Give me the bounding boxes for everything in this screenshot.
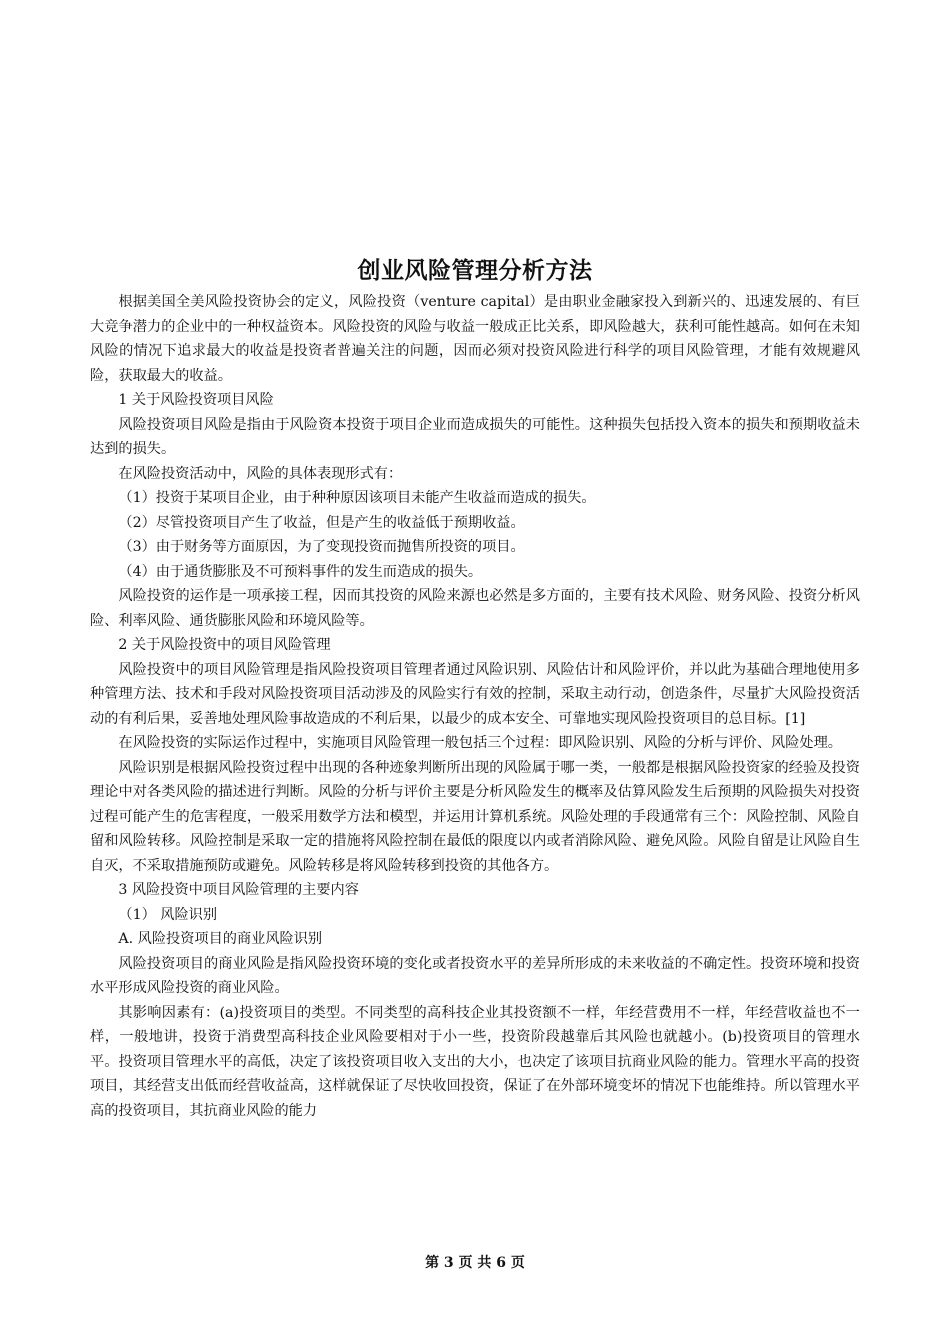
document-title: 创业风险管理分析方法 [357, 258, 593, 284]
list-item: （3）由于财务等方面原因，为了变现投资而抛售所投资的项目。 [118, 539, 525, 555]
paragraph: 其影响因素有：(a)投资项目的类型。不同类型的高科技企业其投资额不一样，年经营费用不一样，年经营收益也不一样，一般地讲，投资于消费型高科技企业风险要相对于小一些，投资阶段越靠后其风险也就越小。(b)投资项目的管理水平。投资项目管理水平的高低，决定了该投资项目收入支出的大小，也决定了该项目抗商业风险的能力。管理水平高的投资项目，其经营支出低而经营收益高，这样就保证了尽快收回投资，保证了在外部环境变坏的情况下也能维持。所以管理水平高的投资项目，其抗商业风险的能力 [90, 1004, 860, 1119]
paragraph: 风险投资项目风险是指由于风险资本投资于项目企业而造成损失的可能性。这种损失包括投入资本的损失和预期收益未达到的损失。 [90, 416, 860, 457]
list-item: （4）由于通货膨胀及不可预料事件的发生而造成的损失。 [118, 563, 483, 580]
paragraph: 在风险投资的实际运作过程中，实施项目风险管理一般包括三个过程：即风险识别、风险的分析与评价、风险处理。 [118, 735, 842, 751]
list-item: （1）投资于某项目企业，由于种种原因该项目未能产生收益而造成的损失。 [118, 490, 596, 506]
section-heading-2: 2 关于风险投资中的项目风险管理 [118, 637, 331, 653]
document-body [90, 254, 860, 1123]
page-number-footer: 第 3 页 共 6 页 [425, 1255, 525, 1271]
section-heading-1: 1 关于风险投资项目风险 [118, 392, 274, 408]
section-heading-3: 3 风险投资中项目风险管理的主要内容 [118, 882, 359, 898]
paragraph: 风险识别是根据风险投资过程中出现的各种迹象判断所出现的风险属于哪一类，一般都是根据风险投资家的经验及投资理论中对各类风险的描述进行判断。风险的分析与评价主要是分析风险发生的概率及估算风险发生后预期的风险损失对投资过程可能产生的危害程度，一般采用数学方法和模型，并运用计算机系统。风险处理的手段通常有三个：风险控制、风险自留和风险转移。风险控制是采取一定的措施将风险控制在最低的限度以内或者消除风险、避免风险。风险自留是让风险自生自灭，不采取措施预防或避免。风险转移是将风险转移到投资的其他各方。 [90, 759, 860, 874]
paragraph: 风险投资的运作是一项承接工程，因而其投资的风险来源也必然是多方面的，主要有技术风险、财务风险、投资分析风险、利率风险、通货膨胀风险和环境风险等。 [90, 588, 860, 629]
subheading: A. 风险投资项目的商业风险识别 [118, 931, 323, 947]
paragraph: 在风险投资活动中，风险的具体表现形式有： [118, 465, 403, 482]
paragraph-intro: 根据美国全美风险投资协会的定义，风险投资（venture capital）是由职业金融家投入到新兴的、迅速发展的、有巨大竞争潜力的企业中的一种权益资本。风险投资的风险与收益一般成正比关系，即风险越大，获利可能性越高。如何在未知风险的情况下追求最大的收益是投资者普遍关注的问题，因而必须对投资风险进行科学的项目风险管理，才能有效规避风险，获取最大的收益。 [90, 294, 860, 384]
list-item: （2）尽管投资项目产生了收益，但是产生的收益低于预期收益。 [118, 514, 525, 531]
paragraph: 风险投资中的项目风险管理是指风险投资项目管理者通过风险识别、风险估计和风险评价，并以此为基础合理地使用多种管理方法、技术和手段对风险投资项目活动涉及的风险实行有效的控制，采取主动行动，创造条件，尽量扩大风险投资活动的有利后果，妥善地处理风险事故造成的不利后果，以最少的成本安全、可靠地实现风险投资项目的总目标。[1] [90, 661, 860, 727]
subheading: （1） 风险识别 [118, 906, 218, 923]
paragraph: 风险投资项目的商业风险是指风险投资环境的变化或者投资水平的差异所形成的未来收益的不确定性。投资环境和投资水平形成风险投资的商业风险。 [90, 955, 860, 996]
